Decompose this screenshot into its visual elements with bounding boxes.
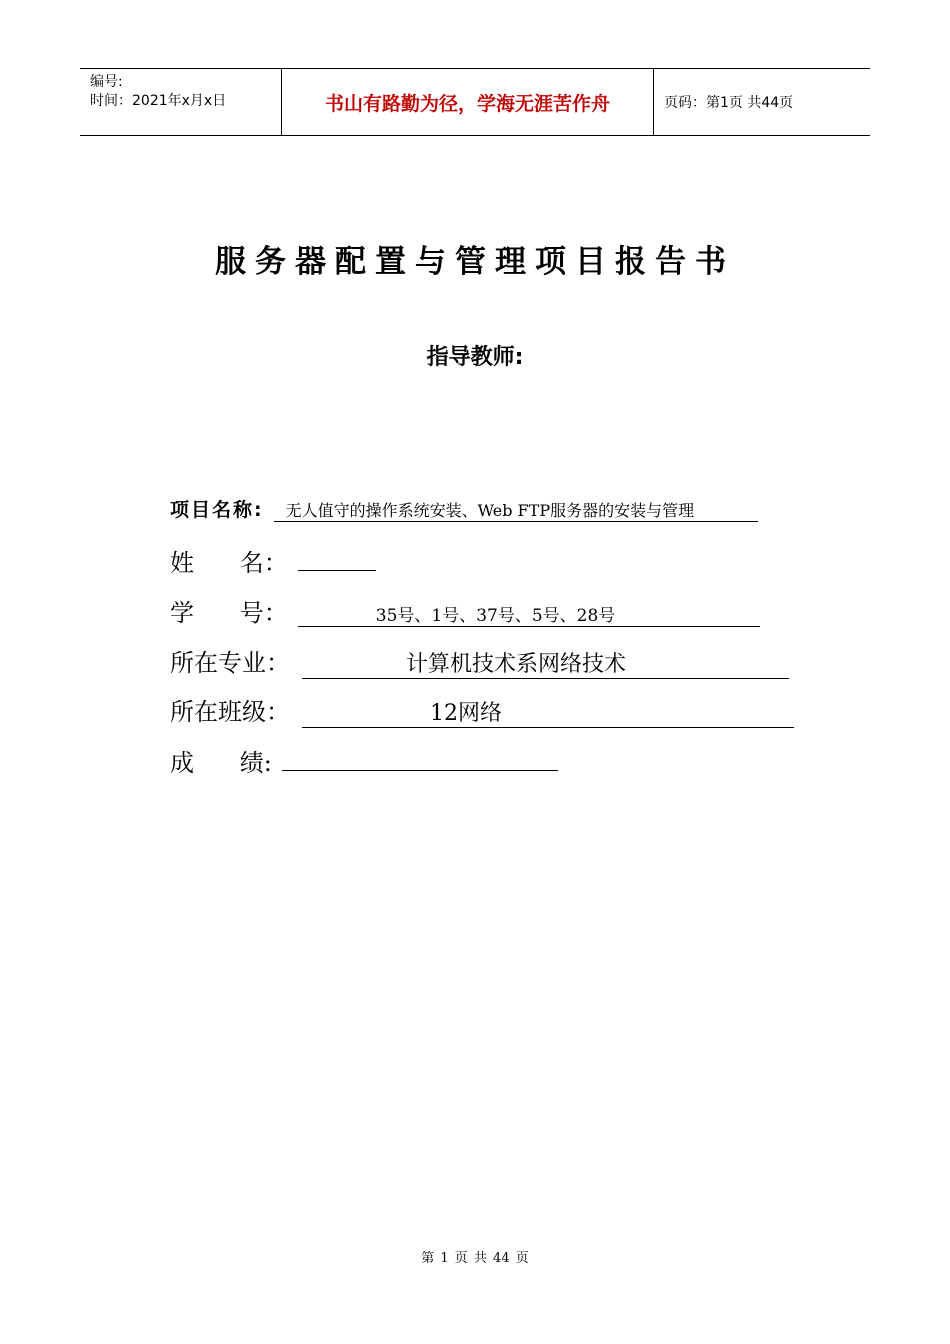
document-title: 服务器配置与管理项目报告书 <box>215 244 735 280</box>
major-label: 所在专业： <box>170 649 290 677</box>
grade-label: 成 绩: <box>170 749 272 777</box>
header-motto: 书山有路勤为径，学海无涯苦作舟 <box>281 69 654 135</box>
document-time-label: 时间：2021年x月x日 <box>90 93 227 109</box>
major-row <box>170 643 789 679</box>
grade-value <box>282 749 558 771</box>
header-page-info: 页码：第1页 共44页 <box>664 95 794 111</box>
header-table <box>80 68 870 136</box>
class-label: 所在班级： <box>170 698 290 726</box>
project-name-value: 无人值守的操作系统安装、Web FTP服务器的安装与管理 <box>274 498 758 522</box>
student-name-label: 姓 名： <box>170 549 288 577</box>
header-meta-cell <box>80 69 281 135</box>
major-value: 计算机技术系网络技术 <box>302 647 789 679</box>
student-id-label: 学 号： <box>170 599 288 627</box>
student-name-row <box>170 543 376 578</box>
document-number-label: 编号: <box>90 74 123 90</box>
student-id-value: 35号、1号、37号、5号、28号 <box>298 601 760 627</box>
page-footer: 第 1 页 共 44 页 <box>421 1251 529 1266</box>
student-name-value <box>298 551 376 571</box>
project-name-label: 项目名称: <box>170 499 264 521</box>
class-value: 12网络 <box>302 696 794 728</box>
advisor-label: 指导教师: <box>426 345 524 370</box>
class-row <box>170 692 794 728</box>
student-id-row <box>170 593 760 628</box>
grade-row <box>170 743 558 778</box>
project-name-row <box>170 495 758 522</box>
